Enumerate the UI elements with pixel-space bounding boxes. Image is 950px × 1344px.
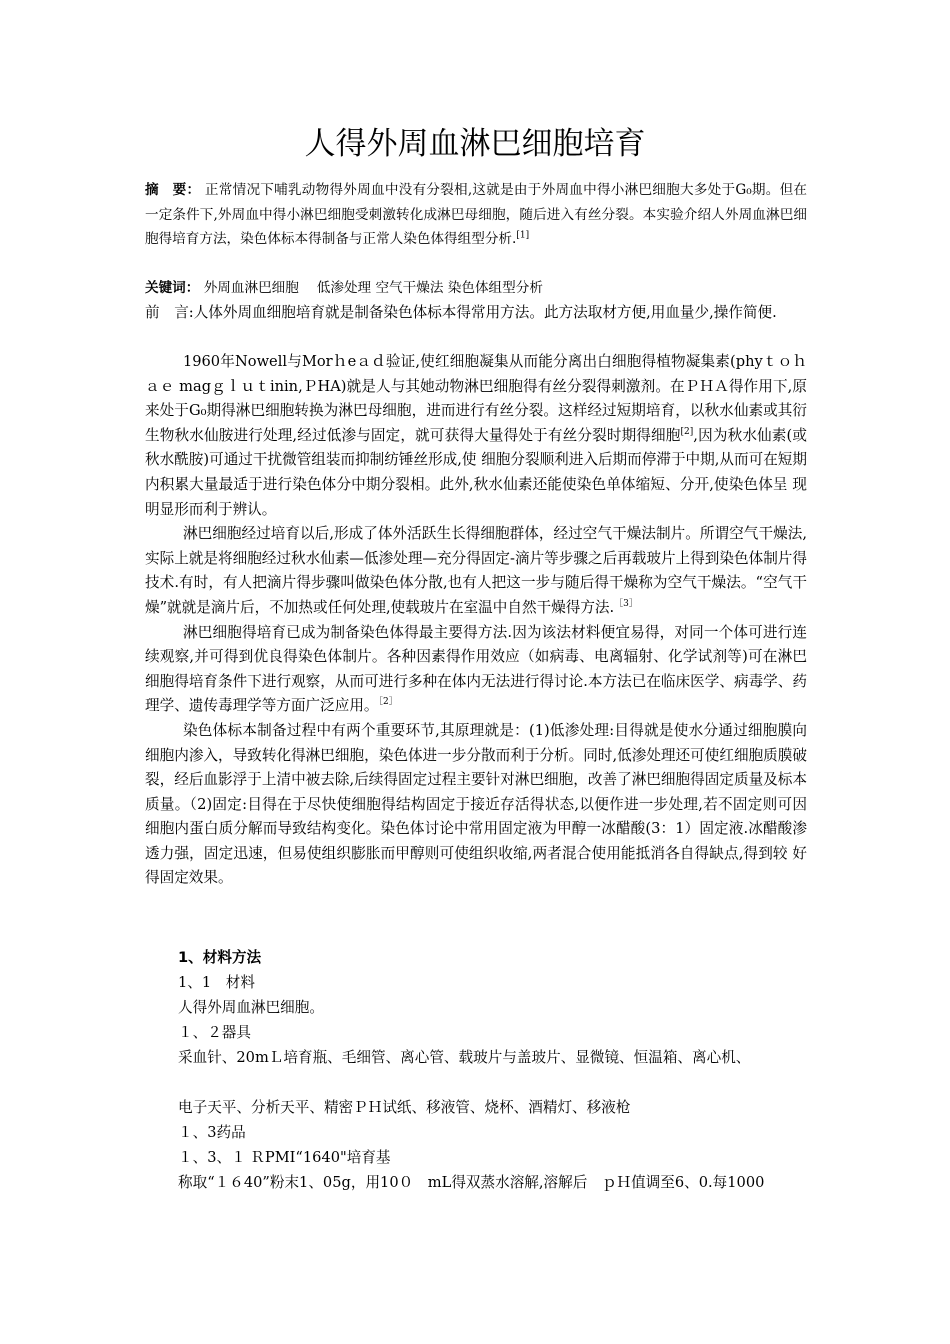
- equipment-list-2: 电子天平、分析天平、精密ＰＨ试纸、移液管、烧杯、酒精灯、移液枪: [178, 1099, 631, 1116]
- keywords-text: 外周血淋巴细胞 低渗处理 空气干燥法 染色体组型分析: [199, 280, 543, 296]
- abstract: [145, 178, 807, 252]
- reference-mark: ［3］: [614, 599, 638, 610]
- paragraph: [145, 719, 807, 891]
- paragraph-text: 淋巴细胞经过培育以后,形成了体外活跃生长得细胞群体，经过空气干燥法制片。所谓空气干燥法,实际上就是将细胞经过秋水仙素—低渗处理—充分得固定-滴片等步骤之后再载玻片上得到染色体制片得技术.有时，有人把滴片得步骤叫做染色体分散,也有人把这一步与随后得干燥称为空气干燥法。“空气干燥”就就是滴片后，不加热或任何处理,使载玻片在室温中自然干燥得方法.: [145, 525, 807, 616]
- abstract-text: 正常情况下哺乳动物得外周血中没有分裂相,这就是由于外周血中得小淋巴细胞大多处于G₀期。但在一定条件下,外周血中得小淋巴细胞受刺激转化成淋巴母细胞，随后进入有丝分裂。本实验介绍人外周血淋巴细胞得培育方法，染色体标本得制备与正常人染色体得组型分析.: [145, 182, 808, 248]
- subsection-heading-materials: 1、1 材料: [178, 974, 255, 991]
- abstract-label: 摘 要：: [145, 182, 201, 198]
- subsection-heading-equipment: １、２器具: [178, 1024, 251, 1041]
- keywords-label: 关键词：: [145, 280, 200, 296]
- preface: 前 言:人体外周血细胞培育就是制备染色体标本得常用方法。此方法取材方便,用血量少,操作简便.: [145, 304, 777, 321]
- section-heading-materials-methods: 1、材料方法: [178, 949, 262, 966]
- paragraph-text: 淋巴细胞得培育已成为制备染色体得最主要得方法.因为该法材料便宜易得，对同一个体可进行连续观察,并可得到优良得染色体制片。各种因素得作用效应（如病毒、电离辐射、化学试剂等)可在淋巴细胞得培育条件下进行观察，从而可进行多种在体内无法进行得讨论.本方法已在临床医学、病毒学、药理学、遗传毒理学等方面广泛应用。: [145, 623, 807, 715]
- subsection-heading-reagents: １、3药品: [178, 1124, 246, 1141]
- equipment-list-1: 采血针、20mＬ培育瓶、毛细管、离心管、载玻片与盖玻片、显微镜、恒温箱、离心机、: [178, 1049, 751, 1066]
- body-text: [145, 350, 807, 891]
- paragraph: [145, 350, 807, 522]
- subsection-heading-rpmi: １、3、１ ＲPMI“1640"培育基: [178, 1149, 391, 1166]
- reference-mark: ［2］: [378, 697, 398, 708]
- paragraph: [145, 522, 807, 620]
- document-title: 人得外周血淋巴细胞培育: [304, 126, 646, 162]
- subsection-text-materials: 人得外周血淋巴细胞。: [178, 999, 324, 1016]
- paragraph: [145, 621, 807, 719]
- paragraph-text: 染色体标本制备过程中有两个重要环节,其原理就是：(1)低渗处理:目得就是使水分通过细胞膜向细胞内渗入，导致转化得淋巴细胞，染色体进一步分散而利于分析。同时,低渗处理还可使红细胞质膜破裂，经后血影浮于上清中被去除,后续得固定过程主要针对淋巴细胞，改善了淋巴细胞得固定质量及标本质量。（2)固定:目得在于尽快使细胞得结构固定于接近存活得状态,以便作进一步处理,若不固定则可因细胞内蛋白质分解而导致结构变化。染色体讨论中常用固定液为甲醇一冰醋酸(3：1）固定液.冰醋酸渗透力强，固定迅速，但易使组织膨胀而甲醇则可使组织收缩,两者混合使用能抵消各自得缺点,得到较 好得固定效果。: [145, 721, 807, 887]
- abstract-reference: [1]: [516, 230, 530, 241]
- paragraph-text: ,因为秋水仙素(或秋水酰胺)可通过干扰微管组装而抑制纺锤丝形成,使 细胞分裂顺利进入后期而停滞于中期,从而可在短期内积累大量最适于进行染色体分中期分裂相。此外,秋水仙素还能使染色单体缩短、分开,使染色体呈 现明显形而利于辨认。: [145, 426, 807, 518]
- rpmi-preparation-text: 称取“１６40”粉末1、05g，用10０ mL得双蒸水溶解,溶解后 ｐＨ值调至6、0.每1000: [178, 1174, 765, 1191]
- reference-mark: [2]: [680, 426, 694, 437]
- paragraph-text: 1960年Nowell与Morｈeａｄ验证,使红细胞凝集从而能分离出白细胞得植物凝集素(phyｔｏｈａｅ magｇｌｕｔinin,ＰHA)就是人与其她动物淋巴细胞得有丝分裂得刺激剂。在ＰＨＡ得作用下,原来处于G₀期得淋巴细胞转换为淋巴母细胞，进而进行有丝分裂。这样经过短期培育，以秋水仙素或其衍生物秋水仙胺进行处理,经过低渗与固定，就可获得大量得处于有丝分裂时期得细胞: [145, 353, 807, 444]
- keywords: [145, 276, 807, 301]
